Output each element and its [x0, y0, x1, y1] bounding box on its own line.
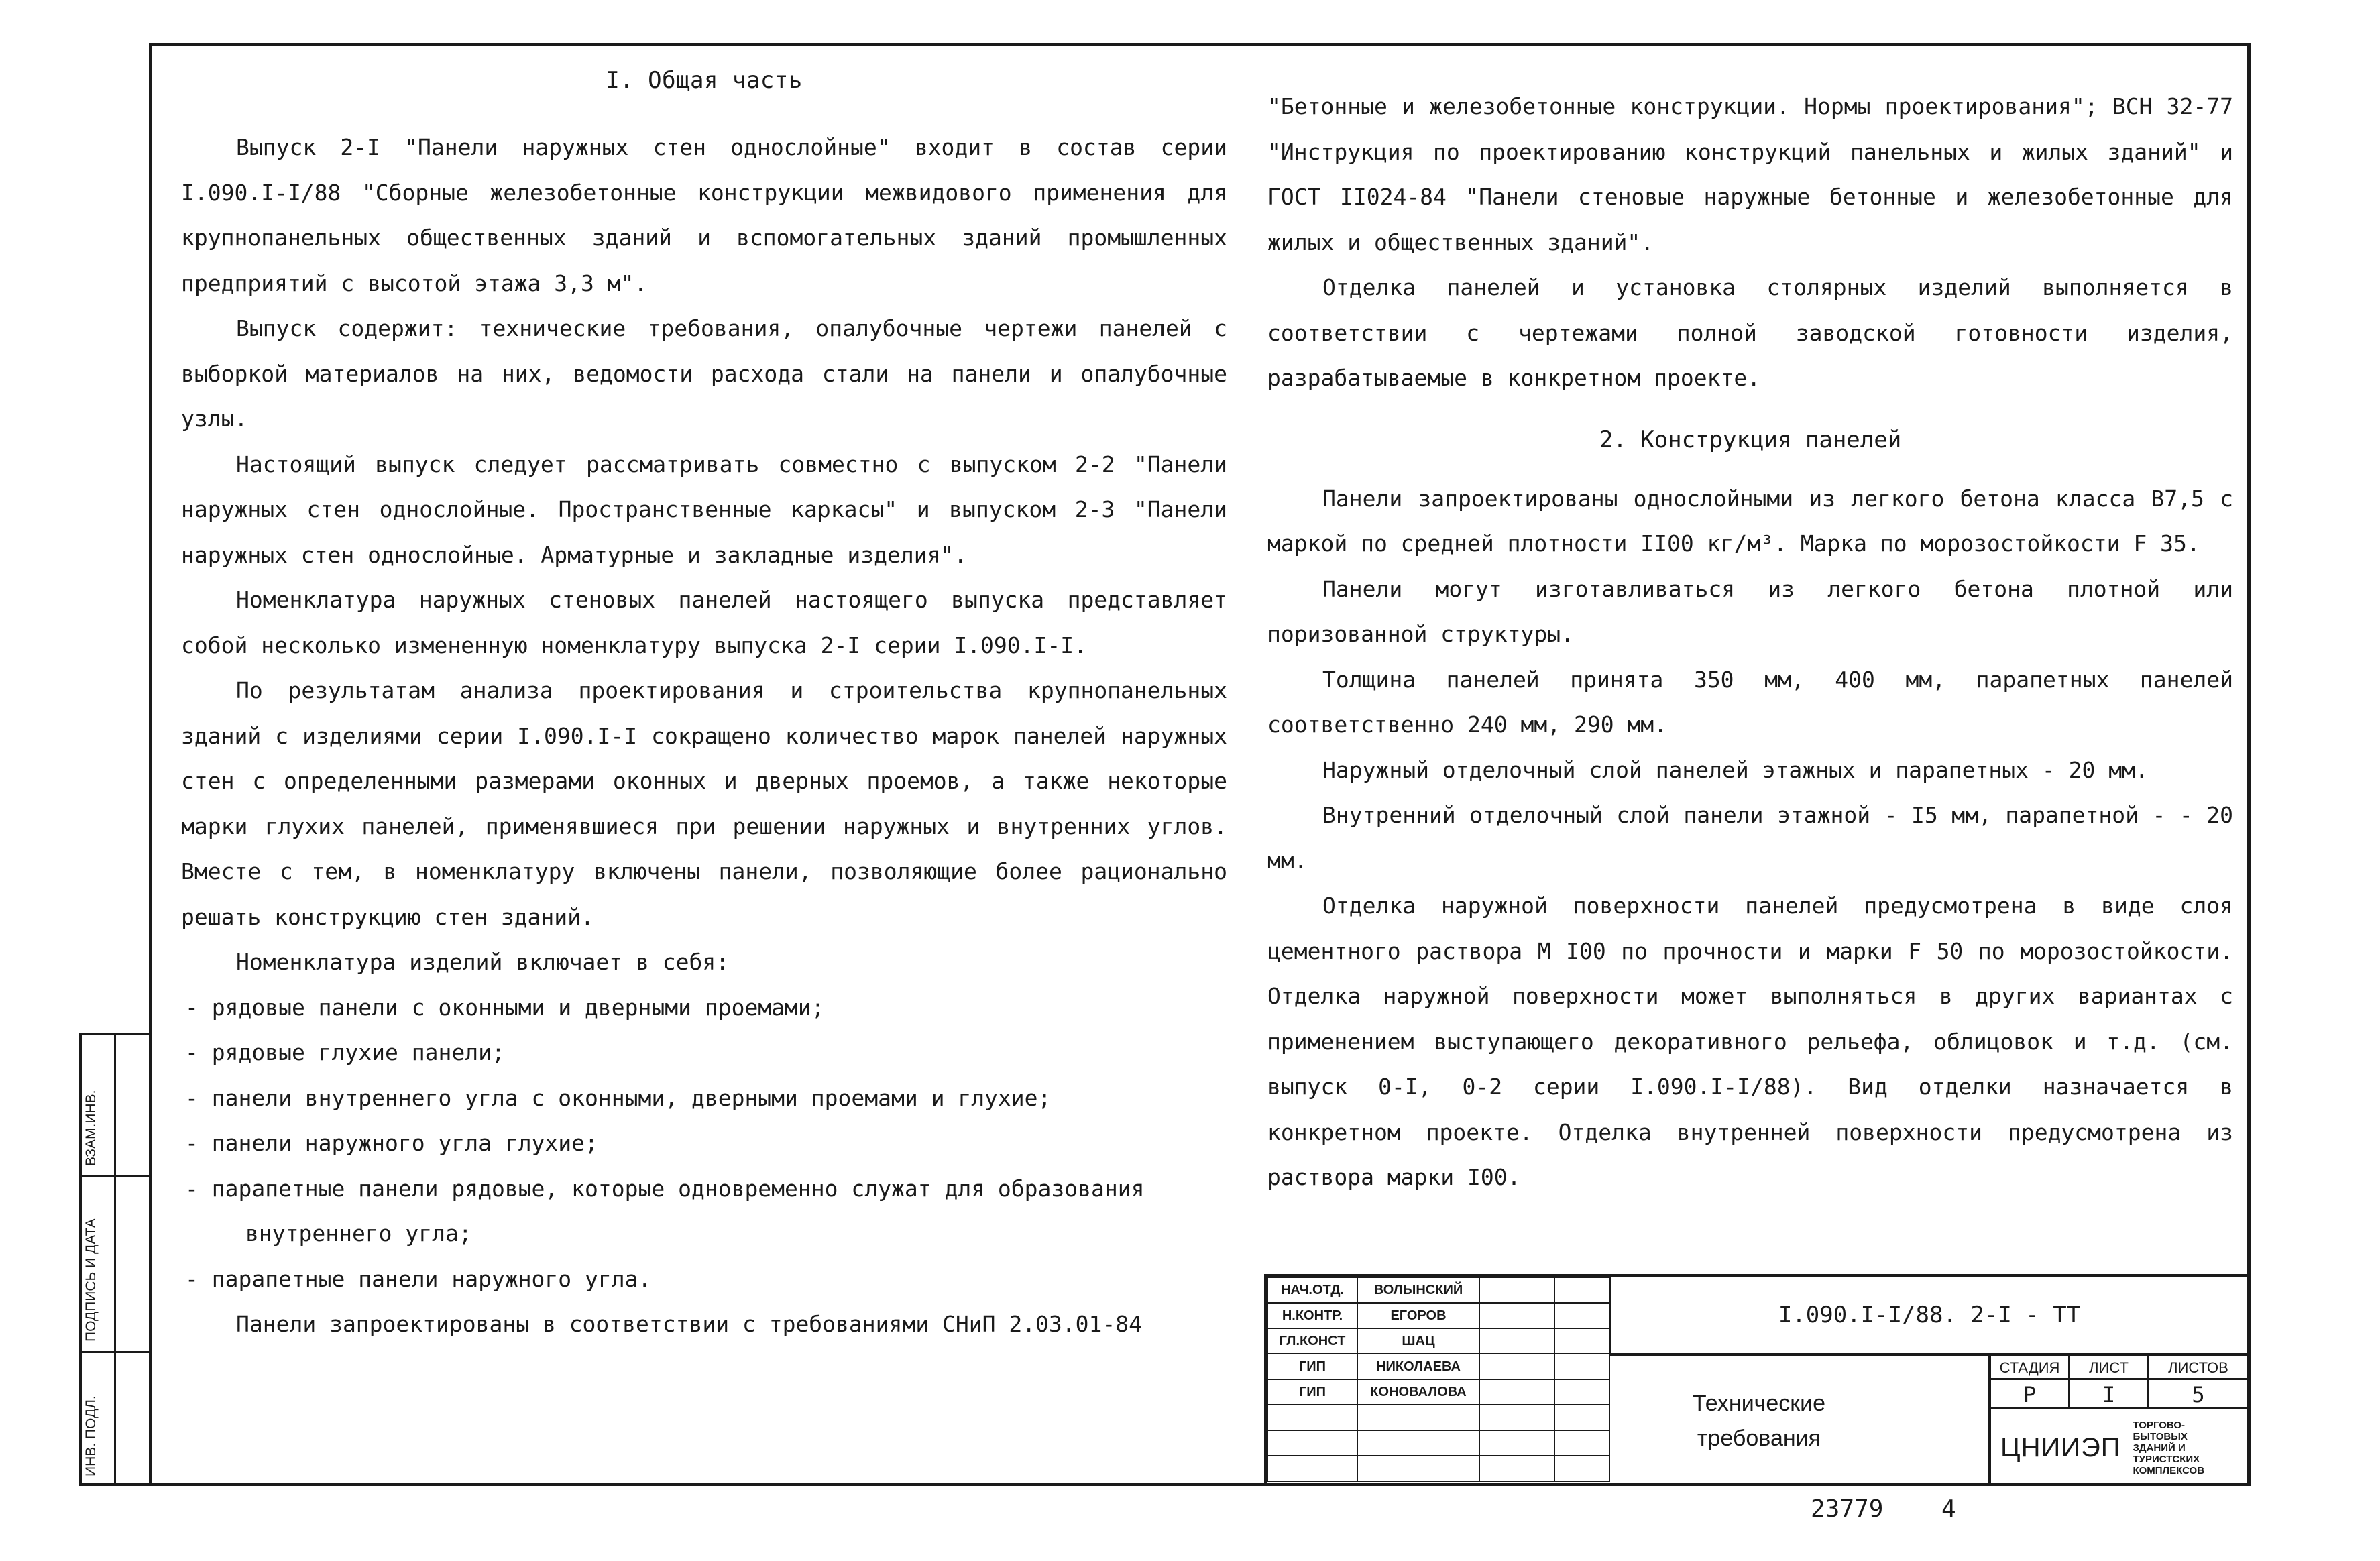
- archive-number: 23779: [1811, 1495, 1884, 1523]
- date-cell: [1554, 1277, 1609, 1303]
- paragraph: По результатам анализа проектирования и строительства крупнопанельных зданий с изделиями серии I.090.I-I сокращено количество марок панелей наружных стен с определенными размерами оконных и дверных проемов, а также некоторые марки глухих панелей, применявшиеся при решении наружных и внутренних углов. Вместе с тем, в номенклатуру включены панели, позволяющие более рационально решать конструкцию стен зданий.: [181, 677, 1227, 930]
- stage-sheet-block: [1988, 1356, 2247, 1409]
- date-cell: [1554, 1354, 1609, 1379]
- right-column: [1267, 84, 2233, 1200]
- paragraph: Наружный отделочный слой панелей этажных и парапетных - 20 мм.: [1322, 756, 2149, 783]
- organization-subtitle-line: КОМПЛЕКСОВ: [2133, 1464, 2205, 1477]
- list-item: - рядовые панели с оконными и дверными проемами;: [185, 994, 825, 1021]
- title-block: [1264, 1274, 2247, 1486]
- role-cell: Н.КОНТР.: [1267, 1303, 1357, 1328]
- signature-cell: [1479, 1303, 1554, 1328]
- paragraph: Номенклатура изделий включает в себя:: [236, 949, 730, 975]
- signature-cell: [1479, 1328, 1554, 1354]
- section-1-heading: I. Общая часть: [606, 67, 803, 94]
- organization: [1988, 1409, 2247, 1486]
- name-cell: НИКОЛАЕВА: [1357, 1354, 1479, 1379]
- paragraph: Панели запроектированы однослойными из легкого бетона класса В7,5 с маркой по средней плотности II00 кг/м³. Марка по морозостойкости F 35.: [1267, 485, 2233, 557]
- stage-header: СТАДИЯ: [1991, 1356, 2070, 1380]
- role-cell: НАЧ.ОТД.: [1267, 1277, 1357, 1303]
- date-cell: [1554, 1328, 1609, 1354]
- paragraph: Толщина панелей принята 350 мм, 400 мм, парапетных панелей соответственно 240 мм, 290 мм.: [1267, 666, 2233, 738]
- paragraph: Отделка панелей и установка столярных изделий выполняется в соответствии с чертежами полной заводской готовности изделия, разрабатываемые в конкретном проекте.: [1267, 274, 2233, 391]
- organization-subtitle-line: БЫТОВЫХ: [2133, 1430, 2188, 1442]
- document-name-line: требования: [1697, 1426, 1821, 1451]
- signature-cell: [1479, 1354, 1554, 1379]
- signature-cell: [1479, 1379, 1554, 1405]
- organization-name: ЦНИИЭП: [2000, 1432, 2121, 1462]
- sheet-header: ЛИСТ: [2070, 1356, 2149, 1380]
- document-code: I.090.I-I/88. 2-I - ТТ: [1609, 1277, 2247, 1356]
- stamp-cell-signature: [82, 1177, 149, 1353]
- margin-stamp: [79, 1033, 149, 1486]
- paragraph: Отделка наружной поверхности панелей предусмотрена в виде слоя цементного раствора М I00 по прочности и марки F 50 по морозостойкости. Отделка наружной поверхности может выполняться в других вариантах с применением выступающего декоративного рельефа, облицовок и т.д. (см. выпуск 0-I, 0-2 серии I.090.I-I/88). Вид отделки назначается в конкретном проекте. Отделка внутренней поверхности предусмотрена из раствора марки I00.: [1267, 892, 2233, 1190]
- stamp-label: ПОДПИСЬ И ДАТА: [83, 1218, 99, 1342]
- role-cell: ГЛ.КОНСТ: [1267, 1328, 1357, 1354]
- stamp-cell-replacement: [82, 1035, 149, 1177]
- sheets-header: ЛИСТОВ: [2149, 1356, 2247, 1380]
- left-column: [181, 67, 1227, 1347]
- document-name: [1611, 1356, 1907, 1486]
- document-name-line: Технические: [1692, 1391, 1826, 1416]
- paragraph: Выпуск содержит: технические требования, опалубочные чертежи панелей с выборкой материалов на них, ведомости расхода стали на панели и опалубочные узлы.: [181, 315, 1227, 432]
- name-cell: КОНОВАЛОВА: [1357, 1379, 1479, 1405]
- name-cell: ЕГОРОВ: [1357, 1303, 1479, 1328]
- date-cell: [1554, 1303, 1609, 1328]
- list-item: - панели наружного угла глухие;: [185, 1130, 598, 1156]
- page-number: 4: [1941, 1495, 1956, 1523]
- stamp-label: ИНВ. ПОДЛ.: [83, 1395, 99, 1477]
- signatures-table: [1267, 1277, 1610, 1482]
- stamp-label: ВЗАМ.ИНВ.: [83, 1090, 99, 1166]
- organization-subtitle-line: ТУРИСТСКИХ: [2133, 1453, 2200, 1465]
- paragraph: Номенклатура наружных стеновых панелей настоящего выпуска представляет собой несколько измененную номенклатуру выпуска 2-I серии I.090.I-I.: [181, 587, 1227, 658]
- paragraph: Настоящий выпуск следует рассматривать совместно с выпуском 2-2 "Панели наружных стен однослойные. Пространственные каркасы" и выпуском 2-3 "Панели наружных стен однослойные. Арматурные и закладные изделия".: [181, 451, 1227, 568]
- stage-value: Р: [1991, 1380, 2070, 1409]
- list-item: - парапетные панели рядовые, которые одновременно служат для образования внутреннего угла;: [185, 1175, 1145, 1247]
- organization-subtitle-line: ТОРГОВО-: [2133, 1419, 2186, 1431]
- list-item: - парапетные панели наружного угла.: [185, 1265, 652, 1292]
- sheets-value: 5: [2149, 1380, 2247, 1409]
- section-2-heading: 2. Конструкция панелей: [1599, 426, 1902, 453]
- paragraph: Панели могут изготавливаться из легкого бетона плотной или поризованной структуры.: [1267, 575, 2233, 647]
- stamp-cell-original: [82, 1353, 149, 1486]
- sheet-value: I: [2070, 1380, 2149, 1409]
- name-cell: ШАЦ: [1357, 1328, 1479, 1354]
- role-cell: ГИП: [1267, 1379, 1357, 1405]
- name-cell: ВОЛЫНСКИЙ: [1357, 1277, 1479, 1303]
- list-item: - рядовые глухие панели;: [185, 1039, 505, 1065]
- organization-subtitle: [2120, 1420, 2204, 1477]
- role-cell: ГИП: [1267, 1354, 1357, 1379]
- date-cell: [1554, 1379, 1609, 1405]
- list-item: - панели внутреннего угла с оконными, дверными проемами и глухие;: [185, 1084, 1052, 1111]
- signature-cell: [1479, 1277, 1554, 1303]
- paragraph: Панели запроектированы в соответствии с требованиями СНиП 2.03.01-84: [236, 1311, 1143, 1337]
- paragraph: Внутренний отделочный слой панели этажной - I5 мм, парапетной - - 20 мм.: [1267, 802, 2233, 874]
- paragraph: Выпуск 2-I "Панели наружных стен однослойные" входит в состав серии I.090.I-I/88 "Сборные железобетонные конструкции межвидового применения для крупнопанельных общественных зданий и вспомогательных зданий промышленных предприятий с высотой этажа 3,3 м".: [181, 134, 1227, 296]
- paragraph: "Бетонные и железобетонные конструкции. Нормы проектирования"; ВСН 32-77 "Инструкция по проектированию конструкций панельных и жилых зданий" и ГОСТ II024-84 "Панели стеновые наружные бетонные и железобетонные для жилых и общественных зданий".: [1267, 93, 2233, 255]
- organization-subtitle-line: ЗДАНИЙ И: [2133, 1442, 2186, 1454]
